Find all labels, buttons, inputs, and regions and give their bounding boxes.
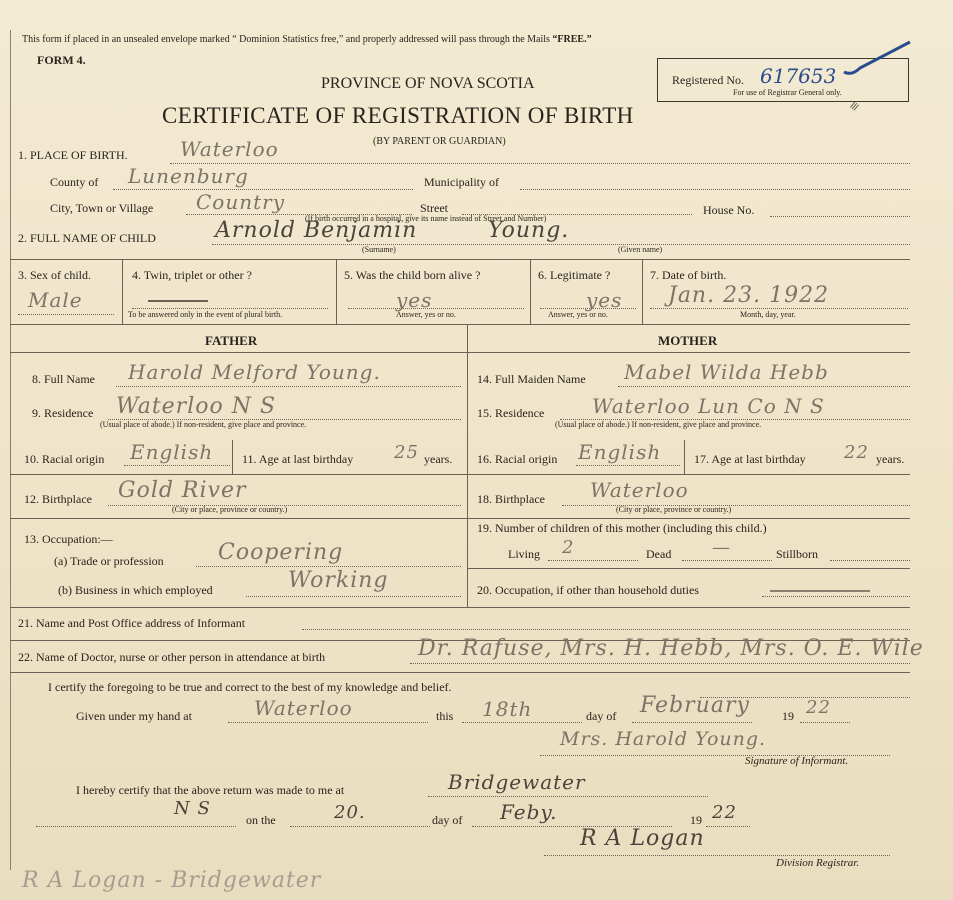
certify-month-line [632,722,752,723]
father-age-value: 25 [394,442,419,463]
alive-label: 5. Was the child born alive ? [344,268,481,282]
child-surname-value: Young. [488,218,570,243]
mother-racial-label: 16. Racial origin [477,452,558,466]
trade-line [196,566,461,567]
living-value: 2 [562,537,575,558]
mother-racial-line [576,465,680,466]
sex-line [18,314,114,315]
mother-birthplace-value: Waterloo [590,478,689,502]
registrar-month-value: Feby. [500,800,558,824]
mother-birthplace-label: 18. Birthplace [477,492,545,506]
sex-label: 3. Sex of child. [18,268,91,282]
registrar-province-value: N S [174,798,211,819]
county-label: County of [50,175,99,189]
father-occupation-rule [10,518,467,519]
father-age-label: 11. Age at last birthday [242,452,354,466]
mail-notice-text: This form if placed in an unsealed envelope marked “ Dominion Statistics free,” and properly addressed will pass through the Mails [22,34,550,45]
alive-line [348,308,524,309]
dob-line [650,308,908,309]
dob-note: Month, day, year. [740,310,796,319]
living-line [548,560,638,561]
mother-heading-rule [467,352,910,353]
children-count-label: 19. Number of children of this mother (including this child.) [477,521,767,535]
dob-label: 7. Date of birth. [650,268,727,282]
mother-abode-note: (Usual place of abode.) If non-resident, give place and province. [555,420,762,429]
mother-name-line [618,386,910,387]
row3-divider-4 [642,259,643,324]
informant-line [302,629,910,630]
twin-line [132,308,328,309]
province-heading: PROVINCE OF NOVA SCOTIA [321,75,535,92]
registrar-on-the-label: on the [246,813,276,827]
doctor-line [410,663,910,664]
certificate-title: CERTIFICATE OF REGISTRATION OF BIRTH [162,103,634,128]
father-residence-label: 9. Residence [32,406,94,420]
living-label: Living [508,547,540,561]
registrar-signature-label: Division Registrar. [776,857,860,869]
certify-place-value: Waterloo [254,696,353,720]
business-line [246,596,461,597]
father-birthplace-note: (City or place, province or country.) [172,505,288,514]
registered-label: Registered No. [672,73,744,87]
father-racial-label: 10. Racial origin [24,452,105,466]
twin-note: To be answered only in the event of plural birth. [128,310,283,319]
registrar-year-line [706,826,750,827]
certify-place-line [228,722,428,723]
street-label: Street [420,201,448,215]
trade-label: (a) Trade or profession [54,554,164,568]
registrar-year-prefix: 19 [690,813,702,827]
certify-statement: I certify the foregoing to be true and correct to the best of my knowledge and belief. [48,680,452,694]
informant-top-rule [10,607,910,608]
registrar-signature: R A Logan [580,826,705,851]
row3-divider-3 [530,259,531,324]
hospital-note: (If birth occurred in a hospital, give its name instead of Street and Number) [305,214,547,223]
certify-day-line [462,722,582,723]
certify-day-value: 18th [482,697,533,721]
municipality-label: Municipality of [424,175,499,189]
stillborn-line [830,560,910,561]
mother-years-label: years. [876,452,905,466]
footer-registrar-stamp: R A Logan - Bridgewater [22,868,322,893]
alive-note: Answer, yes or no. [396,310,456,319]
parents-center-divider [467,324,468,607]
child-name-label: 2. FULL NAME OF CHILD [18,231,156,245]
business-label: (b) Business in which employed [58,583,213,597]
certify-month-value: February [640,693,750,718]
registered-number: 617653 [760,64,837,88]
certify-year-value: 22 [806,697,831,718]
occupation-heading: 13. Occupation:— [24,532,113,546]
informant-signature-label: Signature of Informant. [745,755,849,767]
mail-notice [22,34,592,45]
certificate-subtitle: (BY PARENT OR GUARDIAN) [373,136,506,147]
this-label: this [436,709,454,723]
dead-value: — [712,537,731,558]
mother-occupation-label: 20. Occupation, if other than household duties [477,583,699,597]
father-name-label: 8. Full Name [32,372,95,386]
mother-racial-age-divider [684,440,685,474]
house-no-line [770,216,910,217]
legitimate-note: Answer, yes or no. [548,310,608,319]
twin-dash [148,300,208,302]
child-given-name-value: Arnold Benjamin [215,218,418,243]
mother-residence-value: Waterloo Lun Co N S [592,394,825,418]
mother-residence-label: 15. Residence [477,406,545,420]
father-birthplace-label: 12. Birthplace [24,492,92,506]
trade-value: Coopering [218,540,344,565]
mother-children-rule [467,518,910,519]
alive-value: yes [396,288,433,312]
row3-divider-2 [336,259,337,324]
sex-value: Male [28,288,83,312]
registrar-day-line [290,826,430,827]
doctor-label: 22. Name of Doctor, nurse or other person in attendance at birth [18,650,326,664]
row3-divider-1 [122,259,123,324]
dead-label: Dead [646,547,672,561]
mother-birthplace-line [562,505,910,506]
municipality-line [520,189,910,190]
row3-top-rule [10,259,910,260]
city-value: Country [196,190,286,214]
mother-racial-value: English [578,440,662,464]
registrar-year-value: 22 [712,802,737,823]
father-heading: FATHER [205,333,258,348]
father-birthplace-rule [10,474,467,475]
child-name-line [212,244,910,245]
mother-age-label: 17. Age at last birthday [694,452,806,466]
left-border-line [10,30,11,870]
father-racial-age-divider [232,440,233,474]
father-name-value: Harold Melford Young. [128,360,381,384]
surname-caption: (Surname) [362,245,396,254]
mother-birthplace-note: (City or place, province or country.) [616,505,732,514]
given-name-caption: (Given name) [618,245,663,254]
mother-occupation-rule [467,568,910,569]
registrar-general-note: For use of Registrar General only. [733,88,842,97]
registrar-place-value: Bridgewater [448,770,586,794]
father-heading-rule [10,352,467,353]
place-of-birth-label: 1. PLACE OF BIRTH. [18,148,128,162]
parents-top-rule [10,324,910,325]
mother-occupation-line [762,596,910,597]
registrar-day-of-label: day of [432,813,463,827]
certify-year-prefix: 19 [782,709,794,723]
mother-name-value: Mabel Wilda Hebb [624,360,829,384]
given-under-hand-label: Given under my hand at [76,709,192,723]
legitimate-value: yes [586,288,623,312]
certify-top-rule [10,672,910,673]
registrar-statement: I hereby certify that the above return was made to me at [76,783,345,797]
father-years-label: years. [424,452,453,466]
informant-label: 21. Name and Post Office address of Informant [18,616,246,630]
margin-scribble-mark: ≡ [845,97,865,117]
informant-signature: Mrs. Harold Young. [560,728,767,750]
city-label: City, Town or Village [50,201,154,215]
blue-check-mark-icon [842,38,912,78]
doctor-value: Dr. Rafuse, Mrs. H. Hebb, Mrs. O. E. Wile [418,636,924,661]
registrar-signature-line [544,855,890,856]
father-birthplace-value: Gold River [118,478,247,503]
dead-line [682,560,772,561]
father-residence-value: Waterloo N S [116,394,277,419]
place-of-birth-line [170,163,910,164]
legitimate-label: 6. Legitimate ? [538,268,611,282]
father-racial-line [124,465,230,466]
certify-day-of-label: day of [586,709,617,723]
registrar-province-line [36,826,236,827]
house-no-label: House No. [703,203,755,217]
form-number: FORM 4. [37,53,86,67]
registrar-place-line [428,796,708,797]
stillborn-label: Stillborn [776,547,819,561]
mother-birthplace-rule [467,474,910,475]
mother-age-value: 22 [844,442,869,463]
mother-name-label: 14. Full Maiden Name [477,372,586,386]
registrar-day-value: 20. [334,802,366,823]
mother-heading: MOTHER [658,333,718,348]
twin-label: 4. Twin, triplet or other ? [132,268,252,282]
place-of-birth-value: Waterloo [180,137,279,161]
business-value: Working [288,568,389,593]
legitimate-line [540,308,636,309]
mother-occupation-dash [770,590,870,592]
father-abode-note: (Usual place of abode.) If non-resident, give place and province. [100,420,307,429]
certify-year-line [800,722,850,723]
father-name-line [116,386,461,387]
dob-value: Jan. 23. 1922 [668,283,830,308]
county-value: Lunenburg [128,164,249,188]
father-racial-value: English [130,440,214,464]
mail-notice-free: “FREE.” [552,34,592,45]
